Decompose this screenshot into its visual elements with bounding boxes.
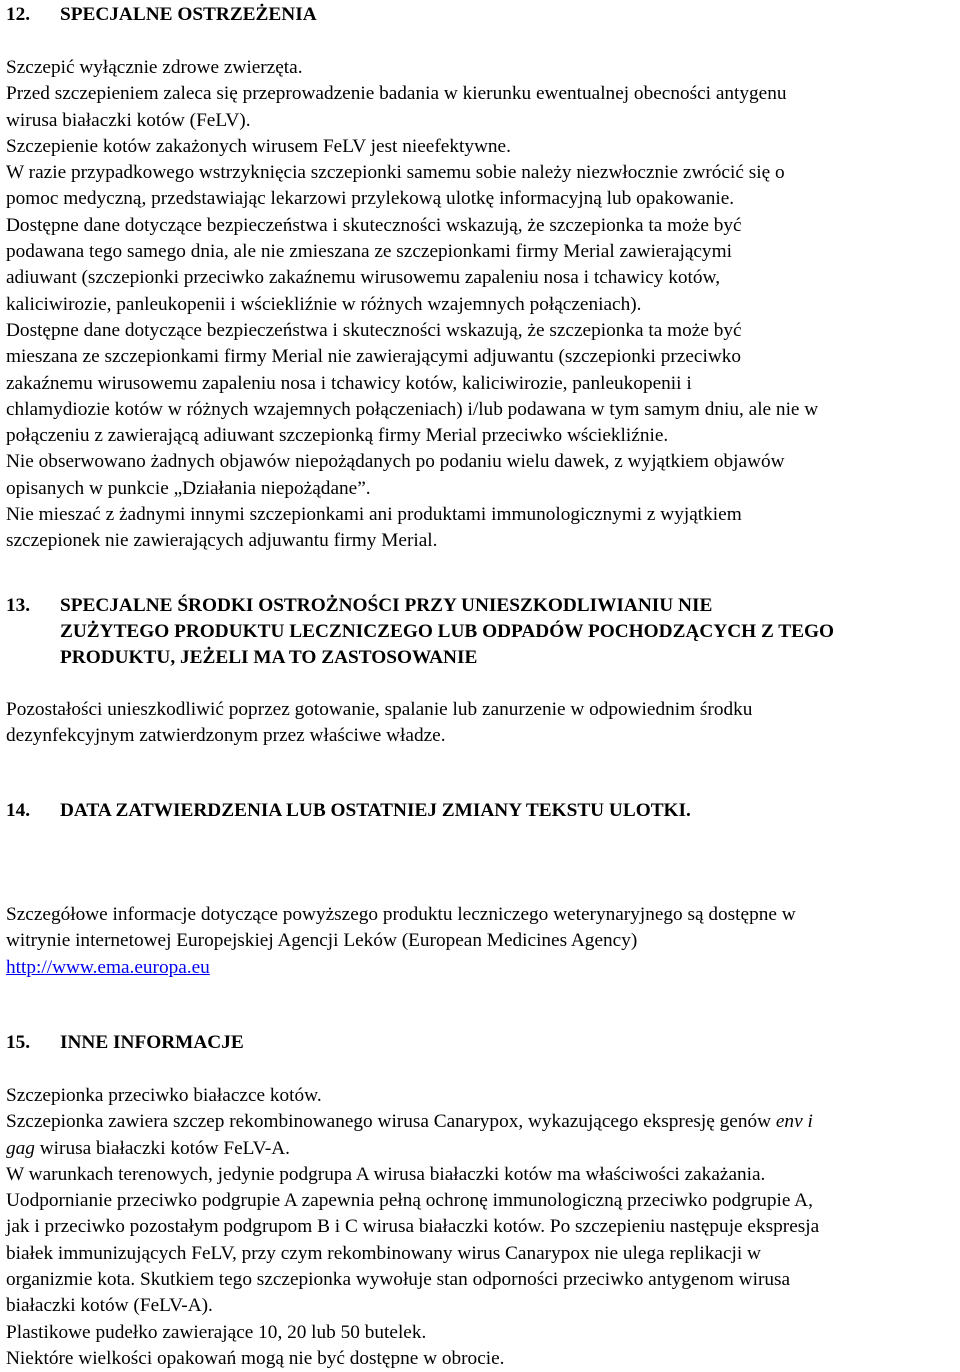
section-number: 14.	[6, 800, 31, 821]
text-line: połączeniu z zawierającą adiuwant szczepionką firmy Merial przeciwko wściekliźnie.	[6, 425, 669, 447]
section-title-line: PRODUKTU, JEŻELI MA TO ZASTOSOWANIE	[60, 647, 478, 668]
text-line: Dostępne dane dotyczące bezpieczeństwa i skuteczności wskazują, że szczepionka ta może być	[6, 319, 742, 341]
gene-name-italic: env i	[775, 1111, 813, 1133]
text-line: adiuwant (szczepionki przeciwko zakaźnemu wirusowemu zapaleniu nosa i tchawicy kotów,	[6, 267, 721, 289]
text-line: chlamydiozie kotów w różnych wzajemnych połączeniach) i/lub podawana w tym samym dniu, ale nie w	[6, 398, 819, 420]
text-line: szczepionek nie zawierających adjuwantu firmy Merial.	[6, 530, 438, 552]
text-line: kaliciwirozie, panleukopenii i wściekliźnie w różnych wzajemnych połączeniach).	[6, 293, 642, 315]
text-line: Pozostałości unieszkodliwić poprzez gotowanie, spalanie lub zanurzenie w odpowiednim środku	[6, 699, 753, 720]
text-line: organizmie kota. Skutkiem tego szczepionka wywołuje stan odporności przeciwko antygenom wirusa	[6, 1269, 791, 1291]
text-line: Nie obserwowano żadnych objawów niepożądanych po podaniu wielu dawek, z wyjątkiem objawów	[6, 451, 785, 473]
text-line: białaczki kotów (FeLV-A).	[6, 1295, 213, 1317]
section-title: DATA ZATWIERDZENIA LUB OSTATNIEJ ZMIANY TEKSTU ULOTKI.	[60, 800, 691, 821]
text-line: dezynfekcyjnym zatwierdzonym przez właściwe władze.	[6, 725, 446, 747]
text-span: wirusa białaczki kotów FeLV-A.	[34, 1137, 291, 1159]
text-line: Nie mieszać z żadnymi innymi szczepionkami ani produktami immunologicznymi z wyjątkiem	[6, 504, 742, 526]
section-number: 15.	[6, 1032, 31, 1053]
gene-name-italic: gag	[6, 1137, 35, 1159]
section-15-heading	[6, 1030, 244, 1056]
text-span: Szczepionka zawiera szczep rekombinowanego wirusa Canarypox, wykazującego ekspresję genów	[6, 1111, 776, 1133]
section-title-line: SPECJALNE ŚRODKI OSTROŻNOŚCI PRZY UNIESZKODLIWIANIU NIE	[60, 595, 713, 616]
text-line: Szczepienie kotów zakażonych wirusem FeLV jest nieefektywne.	[6, 135, 511, 157]
text-line: Dostępne dane dotyczące bezpieczeństwa i skuteczności wskazują, że szczepionka ta może być	[6, 214, 742, 236]
section-12-body	[6, 55, 956, 555]
text-line: W razie przypadkowego wstrzyknięcia szczepionki samemu sobie należy niezwłocznie zwrócić się o	[6, 162, 785, 184]
text-line: Plastikowe pudełko zawierające 10, 20 lub 50 butelek.	[6, 1321, 427, 1343]
section-14-heading	[6, 798, 691, 824]
section-title: SPECJALNE OSTRZEŻENIA	[60, 4, 317, 25]
text-line: witrynie internetowej Europejskiej Agencji Leków (European Medicines Agency)	[6, 930, 638, 952]
text-line: W warunkach terenowych, jedynie podgrupa A wirusa białaczki kotów ma właściwości zakażania.	[6, 1163, 766, 1185]
text-line: podawana tego samego dnia, ale nie zmieszana ze szczepionkami firmy Merial zawierającymi	[6, 241, 732, 263]
section-title: INNE INFORMACJE	[60, 1032, 244, 1053]
text-line: wirusa białaczki kotów (FeLV).	[6, 109, 251, 131]
text-line: Szczepionka przeciwko białaczce kotów.	[6, 1085, 322, 1106]
section-12-heading	[6, 2, 317, 28]
section-number: 13.	[6, 595, 31, 616]
text-line: mieszana ze szczepionkami firmy Merial nie zawierającymi adjuwantu (szczepionki przeciwko	[6, 346, 742, 368]
ema-website-link[interactable]: http://www.ema.europa.eu	[6, 956, 210, 978]
section-13-heading	[6, 593, 834, 671]
text-line	[6, 1109, 956, 1135]
text-line: pomoc medyczną, przedstawiając lekarzowi przylekową ulotkę informacyjną lub opakowanie.	[6, 188, 735, 210]
section-14-body	[6, 902, 956, 981]
text-line: Niektóre wielkości opakowań mogą nie być dostępne w obrocie.	[6, 1347, 505, 1369]
text-line: opisanych w punkcie „Działania niepożądane”.	[6, 477, 371, 499]
text-line: białek immunizujących FeLV, przy czym rekombinowany wirus Canarypox nie ulega replikacji w	[6, 1242, 761, 1264]
text-line: Uodpornianie przeciwko podgrupie A zapewnia pełną ochronę immunologiczną przeciwko podgrupie A,	[6, 1190, 813, 1212]
text-line: Przed szczepieniem zaleca się przeprowadzenie badania w kierunku ewentualnej obecności antygenu	[6, 83, 787, 105]
text-line: Szczepić wyłącznie zdrowe zwierzęta.	[6, 57, 303, 78]
section-number: 12.	[6, 4, 31, 25]
section-15-body	[6, 1083, 956, 1372]
section-13-body	[6, 697, 956, 750]
text-line	[6, 1136, 956, 1162]
text-line: jak i przeciwko pozostałym podgrupom B i C wirusa białaczki kotów. Po szczepieniu następuje ekspresja	[6, 1216, 820, 1238]
text-line: Szczegółowe informacje dotyczące powyższego produktu leczniczego weterynaryjnego są dostępne w	[6, 904, 796, 925]
section-title-line: ZUŻYTEGO PRODUKTU LECZNICZEGO LUB ODPADÓW POCHODZĄCYCH Z TEGO	[60, 621, 835, 642]
text-line: zakaźnemu wirusowemu zapaleniu nosa i tchawicy kotów, kaliciwirozie, panleukopenii i	[6, 372, 692, 394]
